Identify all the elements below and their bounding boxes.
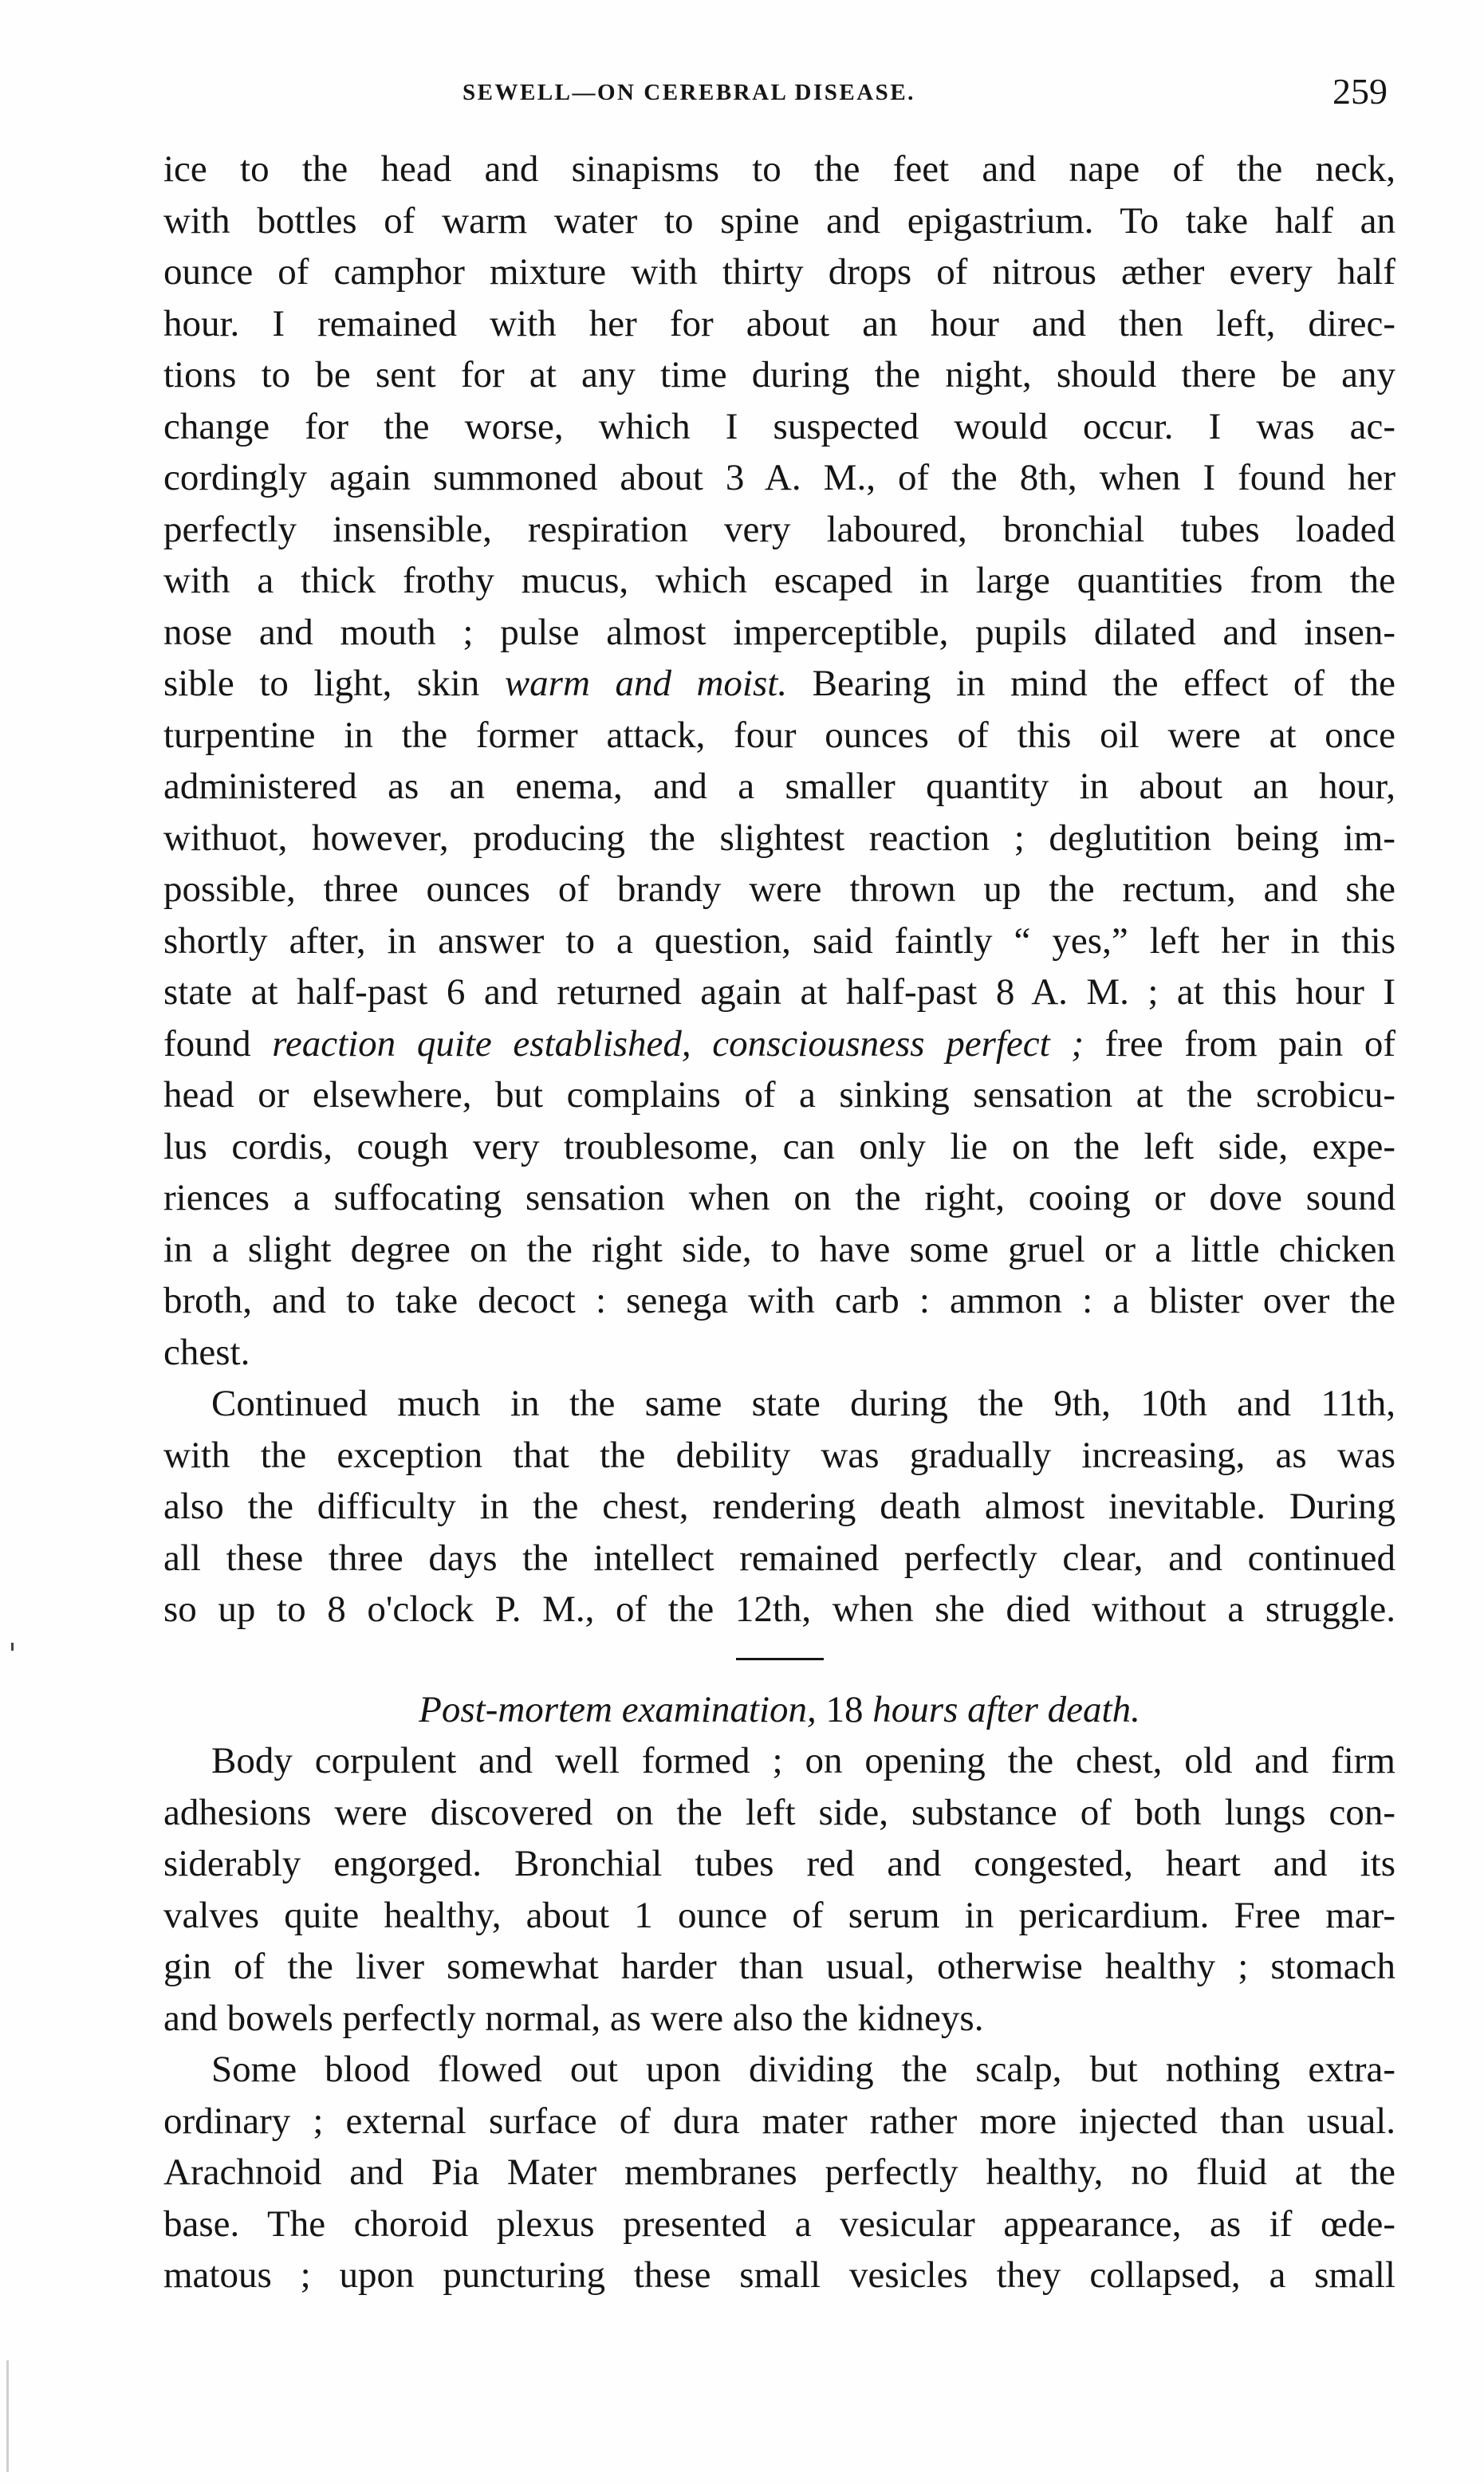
- text-line: shortly after, in answer to a question, said faintly “ yes,” left her in this: [163, 919, 1395, 962]
- paragraph-2: [163, 1378, 1395, 1636]
- body-text: [163, 144, 1395, 2301]
- heading-italic-part: hours after death.: [872, 1688, 1140, 1730]
- margin-mark: [11, 1643, 14, 1651]
- text-segment: free from pain of: [1084, 1022, 1395, 1065]
- text-line: with bottles of warm water to spine and epigastrium. To take half an: [163, 199, 1395, 242]
- text-segment: sible to light, skin: [163, 663, 505, 704]
- text-line: valves quite healthy, about 1 ounce of serum in pericardium. Free mar-: [163, 1894, 1395, 1936]
- text-line: nose and mouth ; pulse almost imperceptible, pupils dilated and insen-: [163, 611, 1395, 653]
- text-line: matous ; upon puncturing these small vesicles they collapsed, a small: [163, 2254, 1395, 2296]
- italic-segment: warm and moist.: [504, 663, 788, 704]
- text-line: ordinary ; external surface of dura mater rather more injected than usual.: [163, 2100, 1395, 2142]
- text-line: possible, three ounces of brandy were thrown up the rectum, and she: [163, 868, 1395, 910]
- text-line: head or elsewhere, but complains of a sinking sensation at the scrobicu-: [163, 1074, 1395, 1116]
- paragraph-1: [163, 144, 1395, 1378]
- text-line: ice to the head and sinapisms to the feet and nape of the neck,: [163, 148, 1395, 190]
- text-line: broth, and to take decoct : senega with carb : ammon : a blister over the: [163, 1280, 1395, 1321]
- text-line: all these three days the intellect remained perfectly clear, and continued: [163, 1537, 1395, 1579]
- heading-italic-part: Post-mortem examination,: [419, 1688, 817, 1730]
- heading-roman-part: 18: [816, 1688, 873, 1730]
- text-line: cordingly again summoned about 3 A. M., of the 8th, when I found her: [163, 457, 1395, 498]
- text-line: riences a suffocating sensation when on the right, cooing or dove sound: [163, 1177, 1395, 1218]
- text-segment: found: [163, 1022, 273, 1065]
- text-line: chest.: [163, 1331, 250, 1373]
- text-line: ounce of camphor mixture with thirty drops of nitrous æther every half: [163, 251, 1395, 293]
- text-segment: Bearing in mind the effect of the: [787, 663, 1395, 704]
- text-line: Continued much in the same state during the 9th, 10th and 11th,: [211, 1383, 1395, 1424]
- text-line: also the difficulty in the chest, rendering death almost inevitable. During: [163, 1486, 1395, 1527]
- text-line: perfectly insensible, respiration very laboured, bronchial tubes loaded: [163, 508, 1395, 550]
- text-line-mixed: [163, 658, 1395, 710]
- text-line: tions to be sent for at any time during the night, should there be any: [163, 354, 1395, 396]
- paragraph-3: [163, 1735, 1395, 2044]
- italic-segment: reaction quite established, consciousness perfect ;: [272, 1022, 1084, 1065]
- text-line: and bowels perfectly normal, as were also the kidneys.: [163, 1997, 984, 2039]
- text-line: so up to 8 o'clock P. M., of the 12th, when she died without a struggle.: [163, 1588, 1395, 1630]
- section-heading: [163, 1684, 1395, 1736]
- text-line: Arachnoid and Pia Mater membranes perfectly healthy, no fluid at the: [163, 2151, 1395, 2193]
- text-line: lus cordis, cough very troublesome, can only lie on the left side, expe-: [163, 1125, 1395, 1167]
- text-line: change for the worse, which I suspected would occur. I was ac-: [163, 405, 1395, 447]
- text-line: base. The choroid plexus presented a vesicular appearance, as if œde-: [163, 2203, 1395, 2245]
- text-line: gin of the liver somewhat harder than usual, otherwise healthy ; stomach: [163, 1946, 1395, 1987]
- text-line: with a thick frothy mucus, which escaped in large quantities from the: [163, 560, 1395, 601]
- text-line: turpentine in the former attack, four ounces of this oil were at once: [163, 714, 1395, 756]
- text-line: in a slight degree on the right side, to have some gruel or a little chicken: [163, 1228, 1395, 1270]
- text-line: Some blood flowed out upon dividing the scalp, but nothing extra-: [211, 2049, 1395, 2090]
- text-line: Body corpulent and well formed ; on opening the chest, old and firm: [211, 1740, 1395, 1781]
- running-header: [163, 72, 1388, 120]
- page-number: 259: [1332, 71, 1388, 112]
- text-line: adhesions were discovered on the left side, substance of both lungs con-: [163, 1791, 1395, 1833]
- text-line: hour. I remained with her for about an hour and then left, direc-: [163, 302, 1395, 344]
- paragraph-4: [163, 2044, 1395, 2301]
- running-title: SEWELL—ON CEREBRAL DISEASE.: [463, 80, 915, 105]
- text-line: administered as an enema, and a smaller quantity in about an hour,: [163, 766, 1395, 807]
- text-line: with the exception that the debility was gradually increasing, as was: [163, 1434, 1395, 1476]
- text-line: siderably engorged. Bronchial tubes red and congested, heart and its: [163, 1843, 1395, 1884]
- page-edge-shadow: [6, 2360, 9, 2472]
- section-divider: [736, 1658, 824, 1660]
- text-line: state at half-past 6 and returned again at half-past 8 A. M. ; at this hour I: [163, 971, 1395, 1013]
- text-line-mixed: [163, 1018, 1395, 1070]
- text-line: withuot, however, producing the slightest reaction ; deglutition being im-: [163, 817, 1395, 859]
